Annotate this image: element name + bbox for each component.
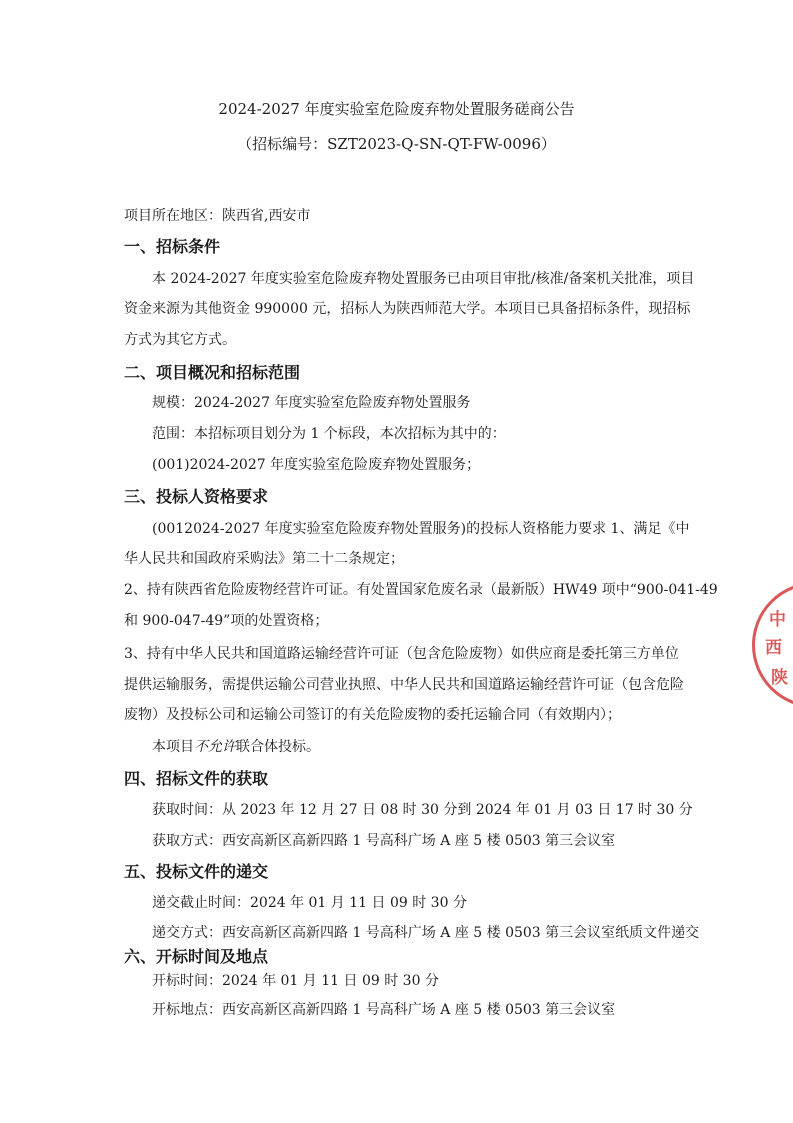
doc-acquire-time: 获取时间：从 2023 年 12 月 27 日 08 时 30 分到 2024 年 01 月 03 日 17 时 30 分 bbox=[152, 802, 693, 818]
project-lot: (001)2024-2027 年度实验室危险废弃物处置服务； bbox=[152, 457, 481, 473]
section-6-heading: 六、开标时间及地点 bbox=[124, 947, 269, 966]
bid-opening-time: 开标时间：2024 年 01 月 11 日 09 时 30 分 bbox=[152, 973, 439, 989]
not-allowed-text: 不允许 bbox=[194, 739, 236, 755]
paragraph-line: (0012024-2027 年度实验室危险废弃物处置服务)的投标人资格能力要求 1、满足《中 bbox=[152, 521, 690, 537]
paragraph-line: 2、持有陕西省危险废物经营许可证。有处置国家危废名录（最新版）HW49 项中“900-041-49 bbox=[124, 582, 718, 598]
project-scale: 规模：2024-2027 年度实验室危险废弃物处置服务 bbox=[152, 395, 471, 411]
paragraph-line: 华人民共和国政府采购法》第二十二条规定； bbox=[124, 551, 404, 567]
section-2-heading: 二、项目概况和招标范围 bbox=[124, 363, 301, 382]
tender-number: （招标编号：SZT2023-Q-SN-QT-FW-0096） bbox=[237, 135, 556, 153]
project-scope: 范围：本招标项目划分为 1 个标段，本次招标为其中的： bbox=[152, 426, 506, 442]
consortium-text: 本项目 bbox=[152, 739, 194, 755]
section-4-heading: 四、招标文件的获取 bbox=[124, 769, 269, 788]
bid-opening-place: 开标地点：西安高新区高新四路 1 号高科广场 A 座 5 楼 0503 第三会议室 bbox=[152, 1002, 616, 1018]
submission-method: 递交方式：西安高新区高新四路 1 号高科广场 A 座 5 楼 0503 第三会议室纸质文件递交 bbox=[152, 925, 700, 941]
seal-char: 西 bbox=[765, 638, 782, 658]
consortium-text: 联合体投标。 bbox=[236, 739, 320, 755]
paragraph-line: 3、持有中华人民共和国道路运输经营许可证（包含危险废物）如供应商是委托第三方单位 bbox=[124, 646, 679, 662]
submission-deadline: 递交截止时间：2024 年 01 月 11 日 09 时 30 分 bbox=[152, 895, 467, 911]
paragraph-line: 废物）及投标公司和运输公司签订的有关危险废物的委托运输合同（有效期内）； bbox=[124, 707, 621, 723]
paragraph-line: 资金来源为其他资金 990000 元，招标人为陕西师范大学。本项目已具备招标条件，现招标 bbox=[124, 301, 691, 317]
document-title: 2024-2027 年度实验室危险废弃物处置服务磋商公告 bbox=[218, 100, 575, 118]
project-region: 项目所在地区：陕西省,西安市 bbox=[124, 208, 311, 224]
official-seal bbox=[752, 582, 793, 708]
paragraph-line: 和 900-047-49”项的处置资格； bbox=[124, 613, 329, 629]
paragraph-line: 提供运输服务，需提供运输公司营业执照、中华人民共和国道路运输经营许可证（包含危险 bbox=[124, 677, 684, 693]
paragraph-line: 本 2024-2027 年度实验室危险废弃物处置服务已由项目审批/核准/备案机关批准，项目 bbox=[152, 271, 695, 287]
section-1-heading: 一、招标条件 bbox=[124, 237, 221, 256]
paragraph-line: 方式为其它方式。 bbox=[124, 332, 236, 348]
section-3-heading: 三、投标人资格要求 bbox=[124, 487, 269, 506]
consortium-note bbox=[152, 738, 320, 756]
seal-char: 中 bbox=[769, 610, 786, 630]
doc-acquire-method: 获取方式：西安高新区高新四路 1 号高科广场 A 座 5 楼 0503 第三会议室 bbox=[152, 833, 616, 849]
section-5-heading: 五、投标文件的递交 bbox=[124, 862, 269, 881]
seal-char: 陕 bbox=[771, 668, 788, 688]
